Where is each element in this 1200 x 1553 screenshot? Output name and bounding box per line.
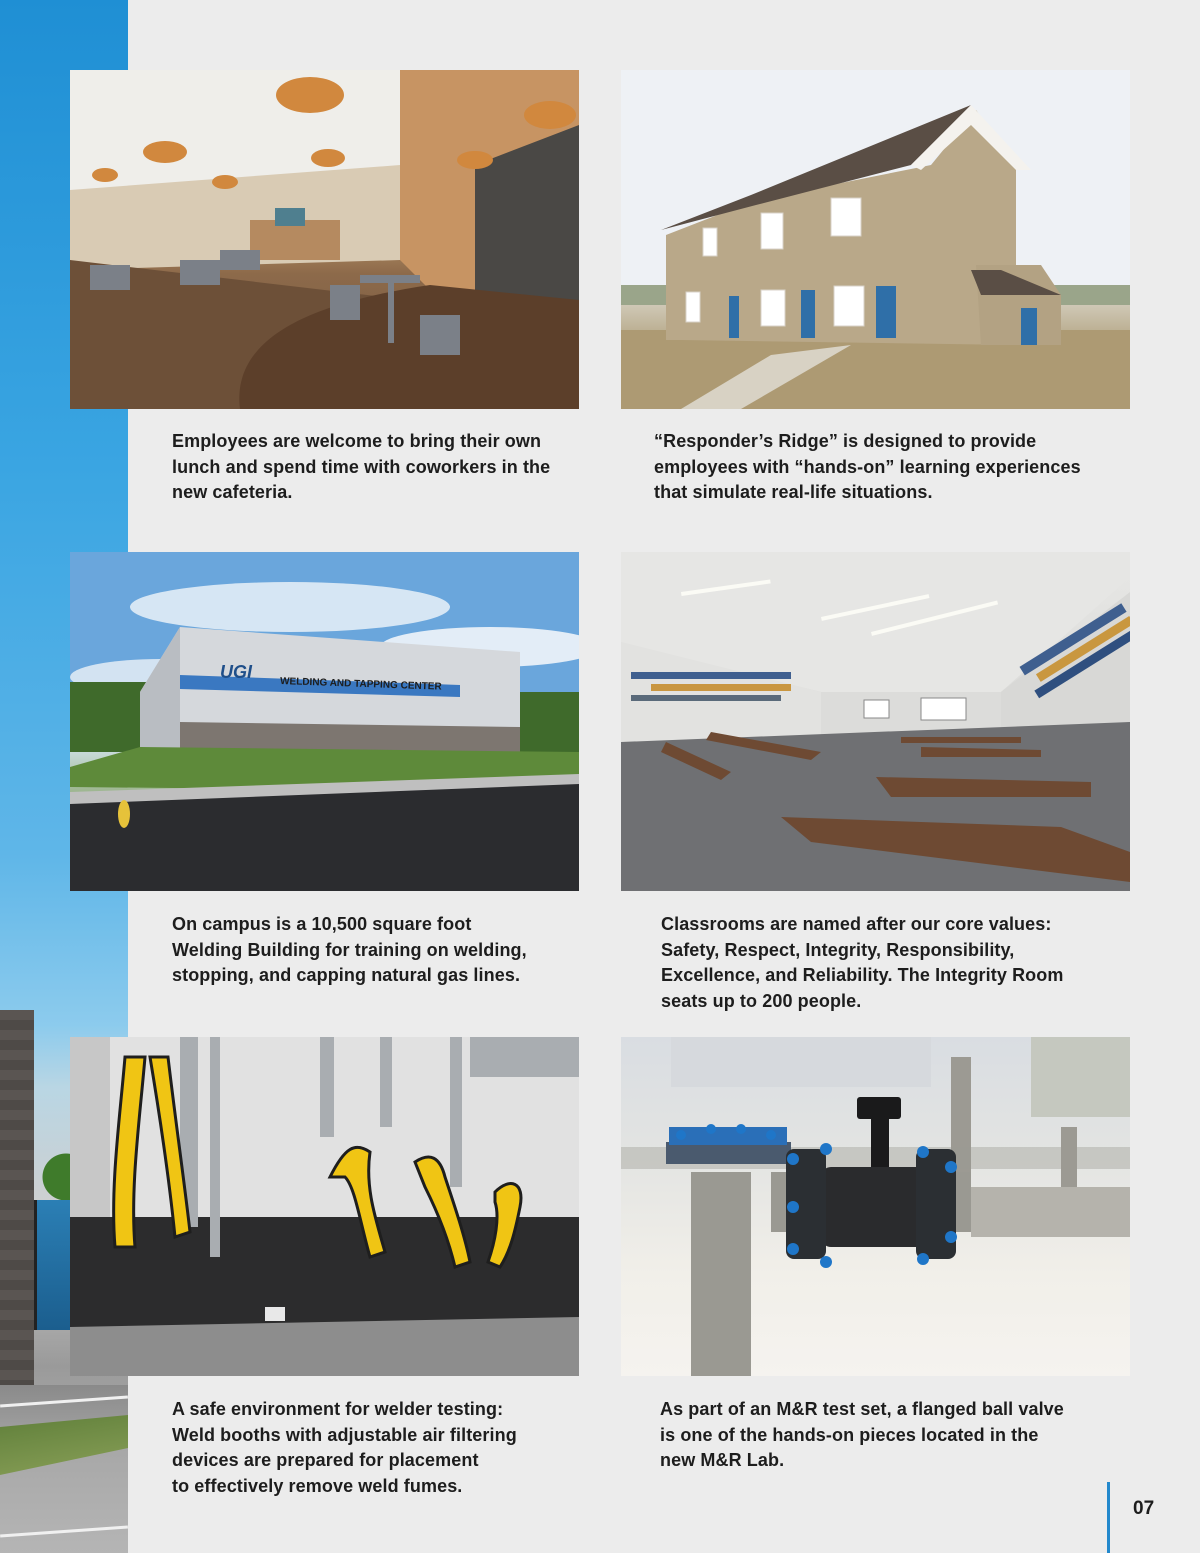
page-number-rule [1107, 1482, 1110, 1553]
responders-ridge-house-photo [621, 70, 1130, 409]
classrooms-caption: Classrooms are named after our core values: Safety, Respect, Integrity, Responsibility, Excellence, and Reliability. The Integrity Room seats up to 200 people. [661, 914, 1064, 1011]
cafeteria-photo [70, 70, 579, 409]
page-number: 07 [1133, 1498, 1155, 1519]
ugi-logo: UGI [220, 662, 253, 682]
weld-booths-photo [70, 1037, 579, 1376]
strip-building-wall [0, 1010, 34, 1390]
responders-ridge-caption: “Responder’s Ridge” is designed to provide employees with “hands-on” learning experiences that simulate real-life situations. [654, 431, 1081, 502]
integrity-room-classroom-photo [621, 552, 1130, 891]
cafeteria-caption: Employees are welcome to bring their own lunch and spend time with coworkers in the new cafeteria. [172, 431, 551, 502]
weld-booths-caption: A safe environment for welder testing: Weld booths with adjustable air filtering devices are prepared for placement to effectively remove weld fumes. [172, 1399, 517, 1496]
ball-valve-caption: As part of an M&R test set, a flanged ball valve is one of the hands-on pieces located in the new M&R Lab. [660, 1399, 1064, 1470]
welding-building-photo [70, 552, 579, 891]
building-sign: WELDING AND TAPPING CENTER [279, 676, 442, 693]
strip-building-window [34, 1200, 73, 1330]
ball-valve-photo [621, 1037, 1130, 1376]
welding-building-caption: On campus is a 10,500 square foot Welding Building for training on welding, stopping, and capping natural gas lines. [172, 914, 527, 985]
